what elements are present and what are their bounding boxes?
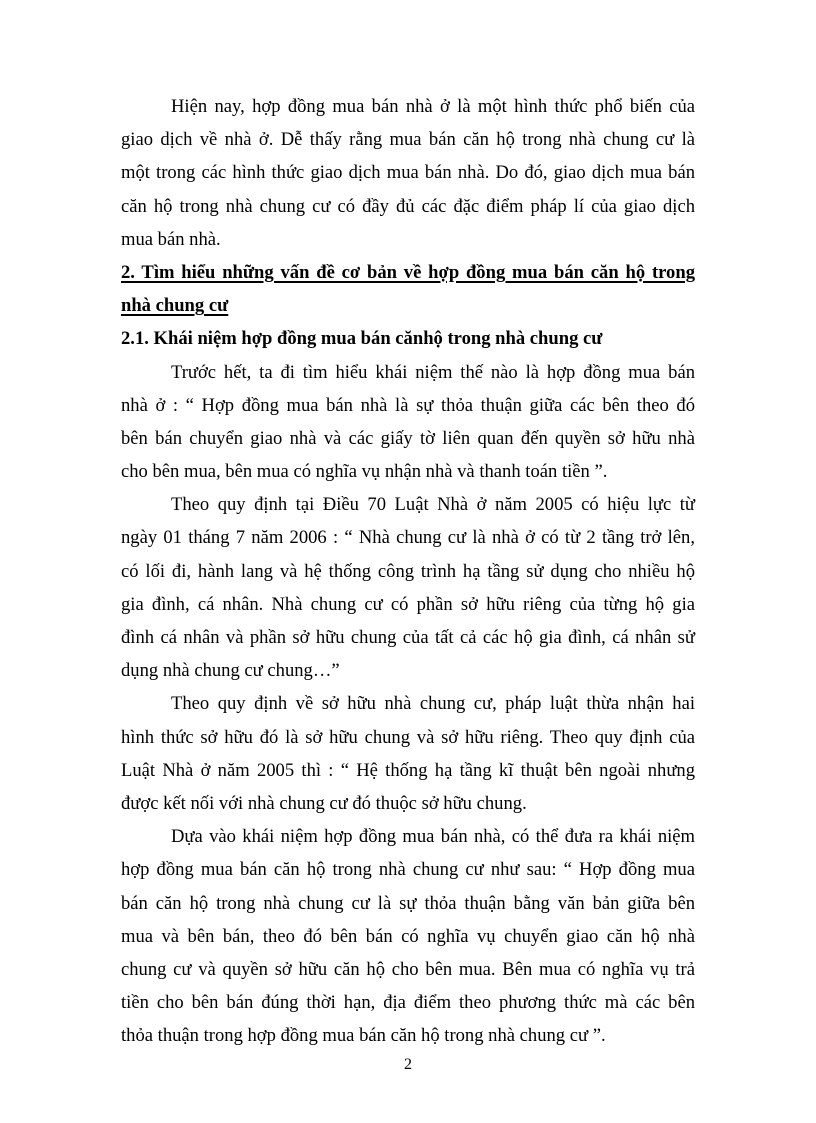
- text-line: hợp đồng mua bán căn hộ trong nhà chung cư như sau: “ Hợp đồng mua: [121, 859, 695, 881]
- text-line: giao dịch về nhà ở. Dễ thấy rằng mua bán căn hộ trong nhà chung cư là: [121, 129, 695, 151]
- page-number: 2: [404, 1056, 412, 1073]
- text-line: được kết nối với nhà chung cư đó thuộc sở hữu chung.: [121, 792, 527, 814]
- text-line: dụng nhà chung cư chung…”: [121, 660, 340, 682]
- paragraph-first-line: Theo quy định về sở hữu nhà chung cư, pháp luật thừa nhận hai: [171, 693, 695, 715]
- text-line: chung cư và quyền sở hữu căn hộ cho bên mua. Bên mua có nghĩa vụ trả: [121, 958, 695, 980]
- text-line: nhà ở : “ Hợp đồng mua bán nhà là sự thỏa thuận giữa các bên theo đó: [121, 394, 695, 416]
- text-line: có lối đi, hành lang và hệ thống công trình hạ tầng sử dụng cho nhiều hộ: [121, 560, 695, 582]
- paragraph-first-line: Hiện nay, hợp đồng mua bán nhà ở là một hình thức phổ biến của: [171, 96, 695, 117]
- text-line: thỏa thuận trong hợp đồng mua bán căn hộ trong nhà chung cư ”.: [121, 1025, 606, 1047]
- paragraph-first-line: Theo quy định tại Điều 70 Luật Nhà ở năm 2005 có hiệu lực từ: [171, 494, 695, 516]
- text-line: gia đình, cá nhân. Nhà chung cư có phần sở hữu riêng của từng hộ gia: [121, 593, 695, 615]
- text-line: mua bán nhà.: [121, 228, 221, 250]
- text-line: bán căn hộ trong nhà chung cư là sự thỏa thuận bằng văn bản giữa bên: [121, 892, 695, 914]
- text-line: căn hộ trong nhà chung cư có đầy đủ các đặc điểm pháp lí của giao dịch: [121, 195, 695, 217]
- text-line: cho bên mua, bên mua có nghĩa vụ nhận nhà và thanh toán tiền ”.: [121, 461, 608, 483]
- text-line: bên bán chuyển giao nhà và các giấy tờ liên quan đến quyền sở hữu nhà: [121, 427, 695, 449]
- text-line: đình cá nhân và phần sở hữu chung của tất cả các hộ gia đình, cá nhân sử: [121, 627, 695, 648]
- paragraph-first-line: Dựa vào khái niệm hợp đồng mua bán nhà, có thể đưa ra khái niệm: [171, 826, 695, 848]
- text-line: một trong các hình thức giao dịch mua bán nhà. Do đó, giao dịch mua bán: [121, 162, 695, 184]
- text-line: Luật Nhà ở năm 2005 thì : “ Hệ thống hạ tầng kĩ thuật bên ngoài nhưng: [121, 759, 695, 781]
- subsection-heading: 2.1. Khái niệm hợp đồng mua bán cănhộ trong nhà chung cư: [121, 328, 603, 350]
- text-line: tiền cho bên bán đúng thời hạn, địa điểm theo phương thức mà các bên: [121, 992, 695, 1014]
- text-line: hình thức sở hữu đó là sở hữu chung và sở hữu riêng. Theo quy định của: [121, 726, 695, 748]
- paragraph-first-line: Trước hết, ta đi tìm hiểu khái niệm thế nào là hợp đồng mua bán: [171, 361, 695, 383]
- document-body: [121, 90, 695, 1052]
- text-line: ngày 01 tháng 7 năm 2006 : “ Nhà chung cư là nhà ở có từ 2 tầng trở lên,: [121, 527, 695, 549]
- text-line: mua và bên bán, theo đó bên bán có nghĩa vụ chuyển giao căn hộ nhà: [121, 925, 695, 947]
- section-heading-line: nhà chung cư: [121, 295, 229, 317]
- section-heading-line: 2. Tìm hiểu những vấn đề cơ bản về hợp đồng mua bán căn hộ trong: [121, 261, 695, 283]
